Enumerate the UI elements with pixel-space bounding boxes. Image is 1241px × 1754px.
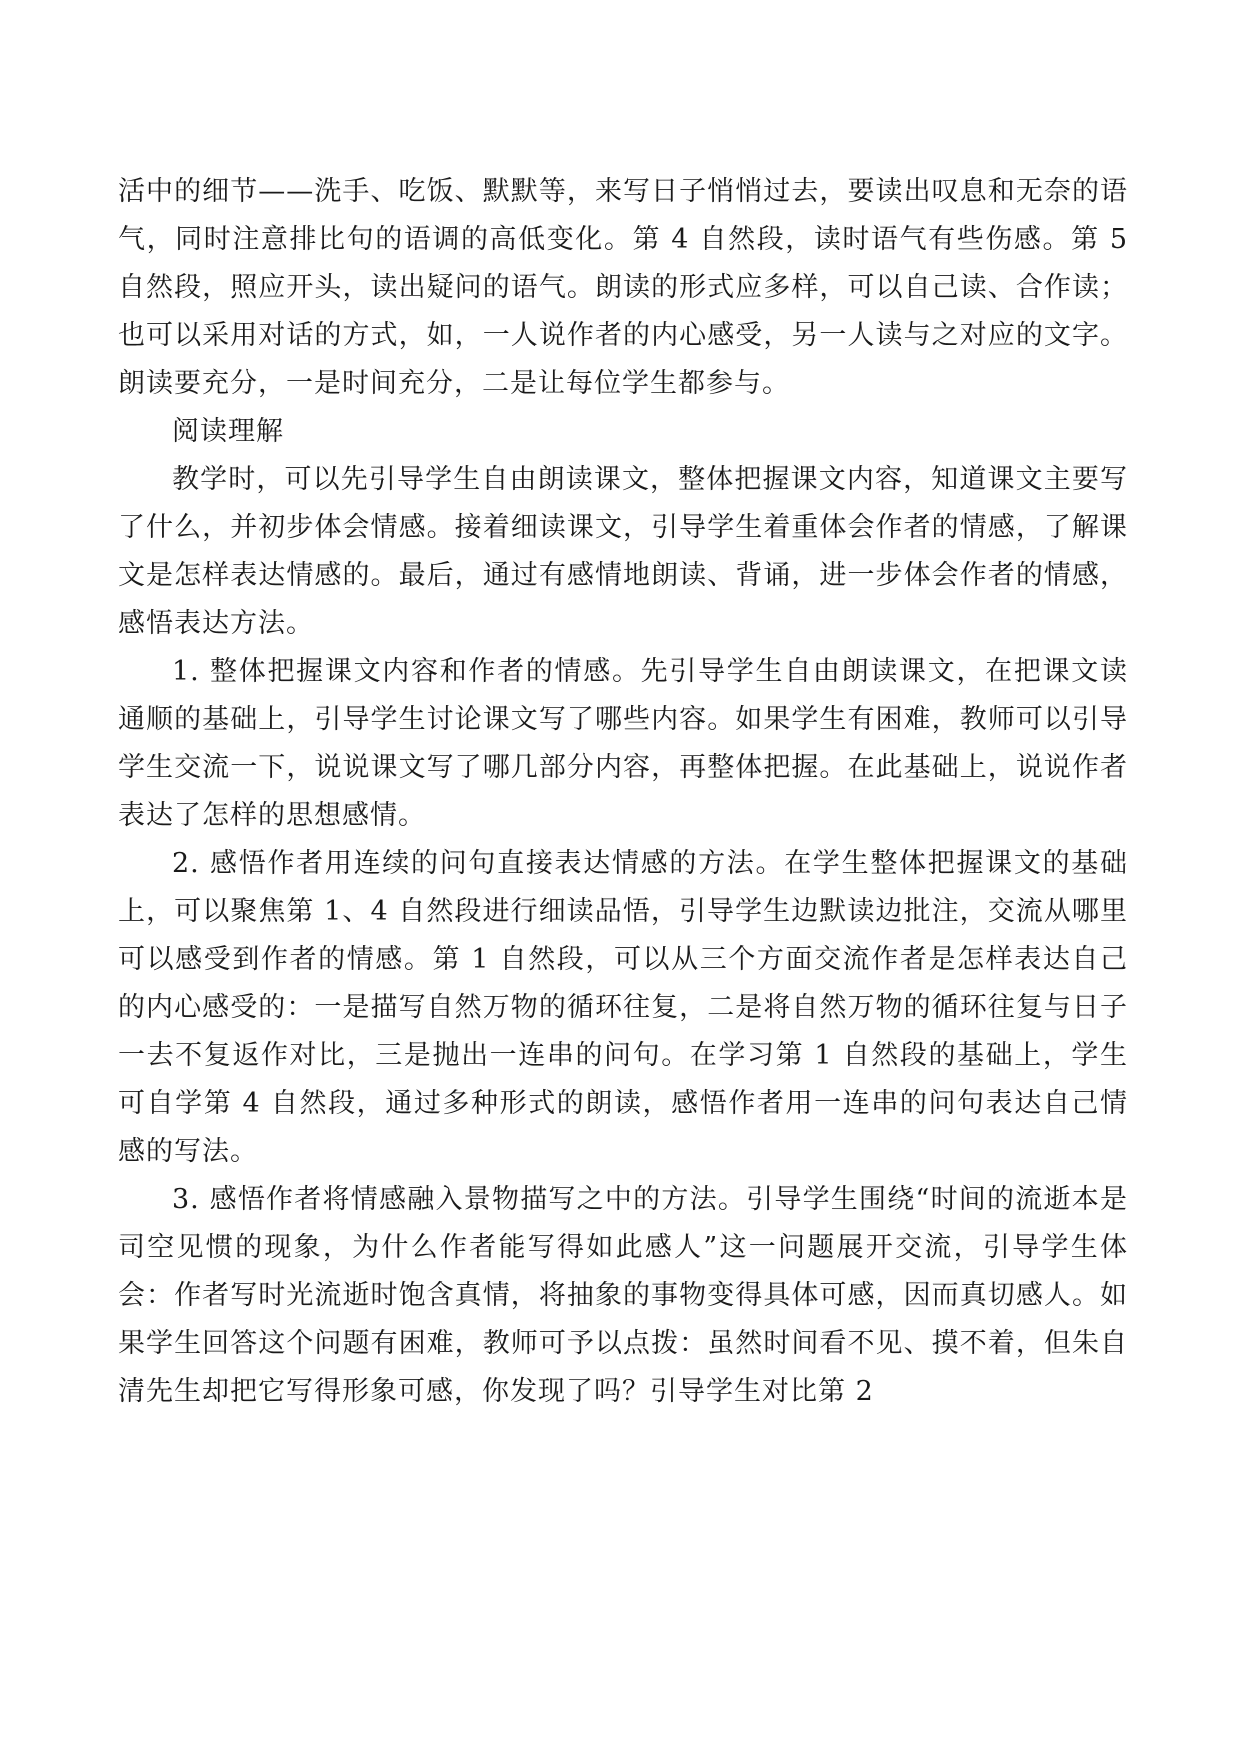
paragraph-point-1: 1. 整体把握课文内容和作者的情感。先引导学生自由朗读课文，在把课文读通顺的基础上，引导学生讨论课文写了哪些内容。如果学生有困难，教师可以引导学生交流一下，说说课文写了哪几部分内容，再整体把握。在此基础上，说说作者表达了怎样的思想感情。 [118,656,1128,831]
paragraph-teaching-overview: 教学时，可以先引导学生自由朗读课文，整体把握课文内容，知道课文主要写了什么，并初步体会情感。接着细读课文，引导学生着重体会作者的情感，了解课文是怎样表达情感的。最后，通过有感情地朗读、背诵，进一步体会作者的情感，感悟表达方法。 [118,464,1128,639]
paragraph-point-2: 2. 感悟作者用连续的问句直接表达情感的方法。在学生整体把握课文的基础上，可以聚焦第 1、4 自然段进行细读品悟，引导学生边默读边批注，交流从哪里可以感受到作者的情感。第 1 自然段，可以从三个方面交流作者是怎样表达自己的内心感受的：一是描写自然万物的循环往复，二是将自然万物的循环往复与日子一去不复返作对比，三是抛出一连串的问句。在学习第 1 自然段的基础上，学生可自学第 4 自然段，通过多种形式的朗读，感悟作者用一连串的问句表达自己情感的写法。 [118,848,1128,1167]
paragraph-reading-forms: 活中的细节——洗手、吃饭、默默等，来写日子悄悄过去，要读出叹息和无奈的语气，同时注意排比句的语调的高低变化。第 4 自然段，读时语气有些伤感。第 5 自然段，照应开头，读出疑问的语气。朗读的形式应多样，可以自己读、合作读；也可以采用对话的方式，如，一人说作者的内心感受，另一人读与之对应的文字。朗读要充分，一是时间充分，二是让每位学生都参与。 [118,176,1128,399]
document-body [118,168,1128,1416]
section-heading-reading-comprehension: 阅读理解 [172,416,284,447]
paragraph-point-3: 3. 感悟作者将情感融入景物描写之中的方法。引导学生围绕“时间的流逝本是司空见惯的现象，为什么作者能写得如此感人”这一问题展开交流，引导学生体会：作者写时光流逝时饱含真情，将抽象的事物变得具体可感，因而真切感人。如果学生回答这个问题有困难，教师可予以点拨：虽然时间看不见、摸不着，但朱自清先生却把它写得形象可感，你发现了吗？引导学生对比第 2 [118,1184,1128,1407]
